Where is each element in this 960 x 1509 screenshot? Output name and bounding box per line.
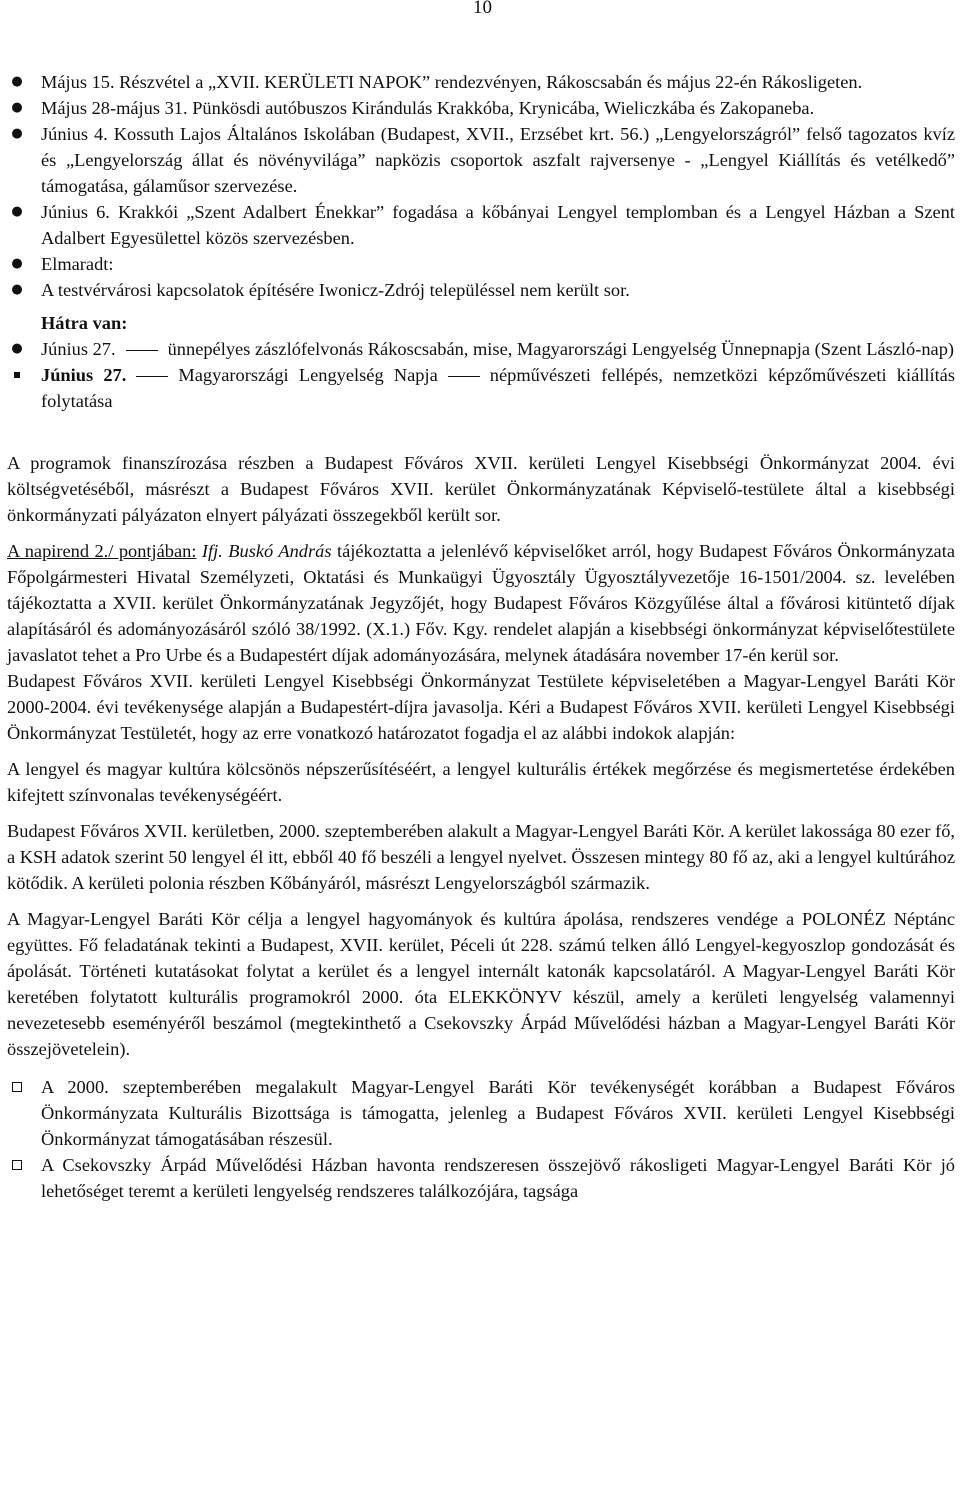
financing-paragraph: A programok finanszírozása részben a Budapest Főváros XVII. kerületi Lengyel Kisebbségi Önkormányzat 2004. évi költségvetéséből, másrészt a Budapest Főváros XVII. kerület Önkormányzatának Képviselő-testülete által a kisebbségi önkormányzati pályázaton elnyert pályázati összegekből került sor. — [7, 453, 955, 525]
list-item: Június 27. Magyarországi Lengyelség Napja népművészeti fellépés, nemzetközi képzőművészeti kiállítás folytatása — [7, 362, 955, 414]
agenda-person: Ifj. Buskó András — [201, 541, 332, 561]
dash-separator — [136, 376, 168, 377]
list-item: ● Június 6. Krakkói „Szent Adalbert Énekkar” fogadása a kőbányai Lengyel templomban és a Lengyel Házban a Szent Adalbert Egyesülettel közös szervezésben. — [7, 199, 955, 251]
checkbox-bullet-icon — [7, 1074, 27, 1100]
agenda-label: A napirend 2./ pontjában: — [7, 541, 197, 561]
reason-paragraph-3: A Magyar-Lengyel Baráti Kör célja a lengyel hagyományok és kultúra ápolása, rendszeres vendége a POLONÉZ Néptánc együttes. Fő feladatának tekinti a Budapest, XVII. kerület, Péceli út 228. számú telken álló Lengyel-kegyoszlop gondozását és ápolását. Történeti kutatásokat folytat a kerület és a lengyel internált katonák kapcsolatáról. A Magyar-Lengyel Baráti Kör keretében folytatott kulturális programokról 2000. óta ELEKKÖNYV készül, amely a kerületi lengyelség valamennyi nevezetesebb eseményéről beszámol (megtekinthető a Csekovszky Árpád Művelődési házban a Magyar-Lengyel Baráti Kör összejövetelein). — [7, 909, 955, 1059]
bullet-icon: ● — [11, 341, 23, 356]
bullet-icon: ● — [11, 74, 23, 89]
list-item: ● Május 15. Részvétel a „XVII. KERÜLETI NAPOK” rendezvényen, Rákoscsabán és május 22-én Rákosligeten. — [7, 69, 955, 95]
dash-separator — [126, 350, 158, 351]
agenda-paragraph: A napirend 2./ pontjában: Ifj. Buskó András tájékoztatta a jelenlévő képviselőket arról, hogy Budapest Főváros Önkormányzata Főpolgármesteri Hivatal Személyzeti, Oktatási és Munkaügyi Ügyosztály Ügyosztályvezetője 16-1501/2004. sz. levelében tájékoztatta a XVII. kerület Önkormányzatának Jegyzőjét, hogy Budapest Főváros Közgyűlése által a fővárosi kitüntető díjak alapításáról és adományozásáról szóló 38/1992. (X.1.) Főv. Kgy. rendelet alapján a kisebbségi önkormányzat képviselőtestülete javaslatot tehet a Pro Urbe és a Budapestért díjak adományozására, melynek átadására november 17-én kerül sor. — [7, 541, 955, 665]
page-number: 10 — [473, 0, 492, 18]
list-item: A 2000. szeptemberében megalakult Magyar-Lengyel Baráti Kör tevékenységét korábban a Budapest Főváros Önkormányzata Kulturális Bizottsága is támogatta, jelenleg a Budapest Főváros XVII. kerületi Lengyel Kisebbségi Önkormányzat támogatásában részesül. — [7, 1074, 955, 1152]
list-item: ● Elmaradt: — [7, 251, 955, 277]
list-item: A Csekovszky Árpád Művelődési Házban havonta rendszeresen összejövő rákosligeti Magyar-Lengyel Baráti Kör jó lehetőséget teremt a kerületi lengyelség rendszeres találkozójára, tagsága — [7, 1152, 955, 1204]
proposal-paragraph: Budapest Főváros XVII. kerületi Lengyel Kisebbségi Önkormányzat Testülete képviseletében a Magyar-Lengyel Baráti Kör 2000-2004. évi tevékenysége alapján a Budapestért-díjra javasolja. Kéri a Budapest Főváros XVII. kerületi Lengyel Kisebbségi Önkormányzat Testületét, hogy az erre vonatkozó határozatot fogadja el az alábbi indokok alapján: — [7, 671, 955, 743]
reason-paragraph-1: A lengyel és magyar kultúra kölcsönös népszerűsítéséért, a lengyel kulturális értékek megőrzése és megismertetése érdekében kifejtett színvonalas tevékenységéért. — [7, 759, 955, 805]
square-bullet-icon — [7, 362, 27, 388]
bullet-icon: ● — [11, 100, 23, 115]
bullet-icon: ● — [11, 256, 23, 271]
list-item: ● Június 4. Kossuth Lajos Általános Iskolában (Budapest, XVII., Erzsébet krt. 56.) „Lengyelországról” felső tagozatos kvíz és „Lengyelország állat és növényvilága” napközis csoportok aszfalt rajversenye - „Lengyel Kiállítás és vetélkedő” támogatása, gálaműsor szervezése. — [7, 121, 955, 199]
section-heading-hatra-van: Hátra van: — [41, 313, 128, 333]
bullet-icon: ● — [11, 126, 23, 141]
bullet-icon: ● — [11, 204, 23, 219]
document-body — [7, 69, 955, 1204]
checkbox-bullet-icon — [7, 1152, 27, 1178]
checklist — [7, 1074, 955, 1204]
dash-separator — [448, 376, 480, 377]
bullet-icon: ● — [11, 282, 23, 297]
list-item: ● Május 28-május 31. Pünkösdi autóbuszos Kirándulás Krakkóba, Krynicába, Wieliczkába és Zakopaneba. — [7, 95, 955, 121]
list-item: ● Június 27. ünnepélyes zászlófelvonás Rákoscsabán, mise, Magyarországi Lengyelség Ünnepnapja (Szent László-nap) — [7, 336, 955, 362]
list-item: ● A testvérvárosi kapcsolatok építésére Iwonicz-Zdrój településsel nem került sor. — [7, 277, 955, 303]
reason-paragraph-2: Budapest Főváros XVII. kerületben, 2000. szeptemberében alakult a Magyar-Lengyel Baráti Kör. A kerület lakossága 80 ezer fő, a KSH adatok szerint 50 lengyel él itt, ebből 40 fő beszéli a lengyel nyelvet. Összesen mintegy 80 fő az, aki a lengyel kultúrához kötődik. A kerületi polonia részben Kőbányáról, másrészt Lengyelországból származik. — [7, 821, 955, 893]
event-list — [7, 69, 955, 414]
